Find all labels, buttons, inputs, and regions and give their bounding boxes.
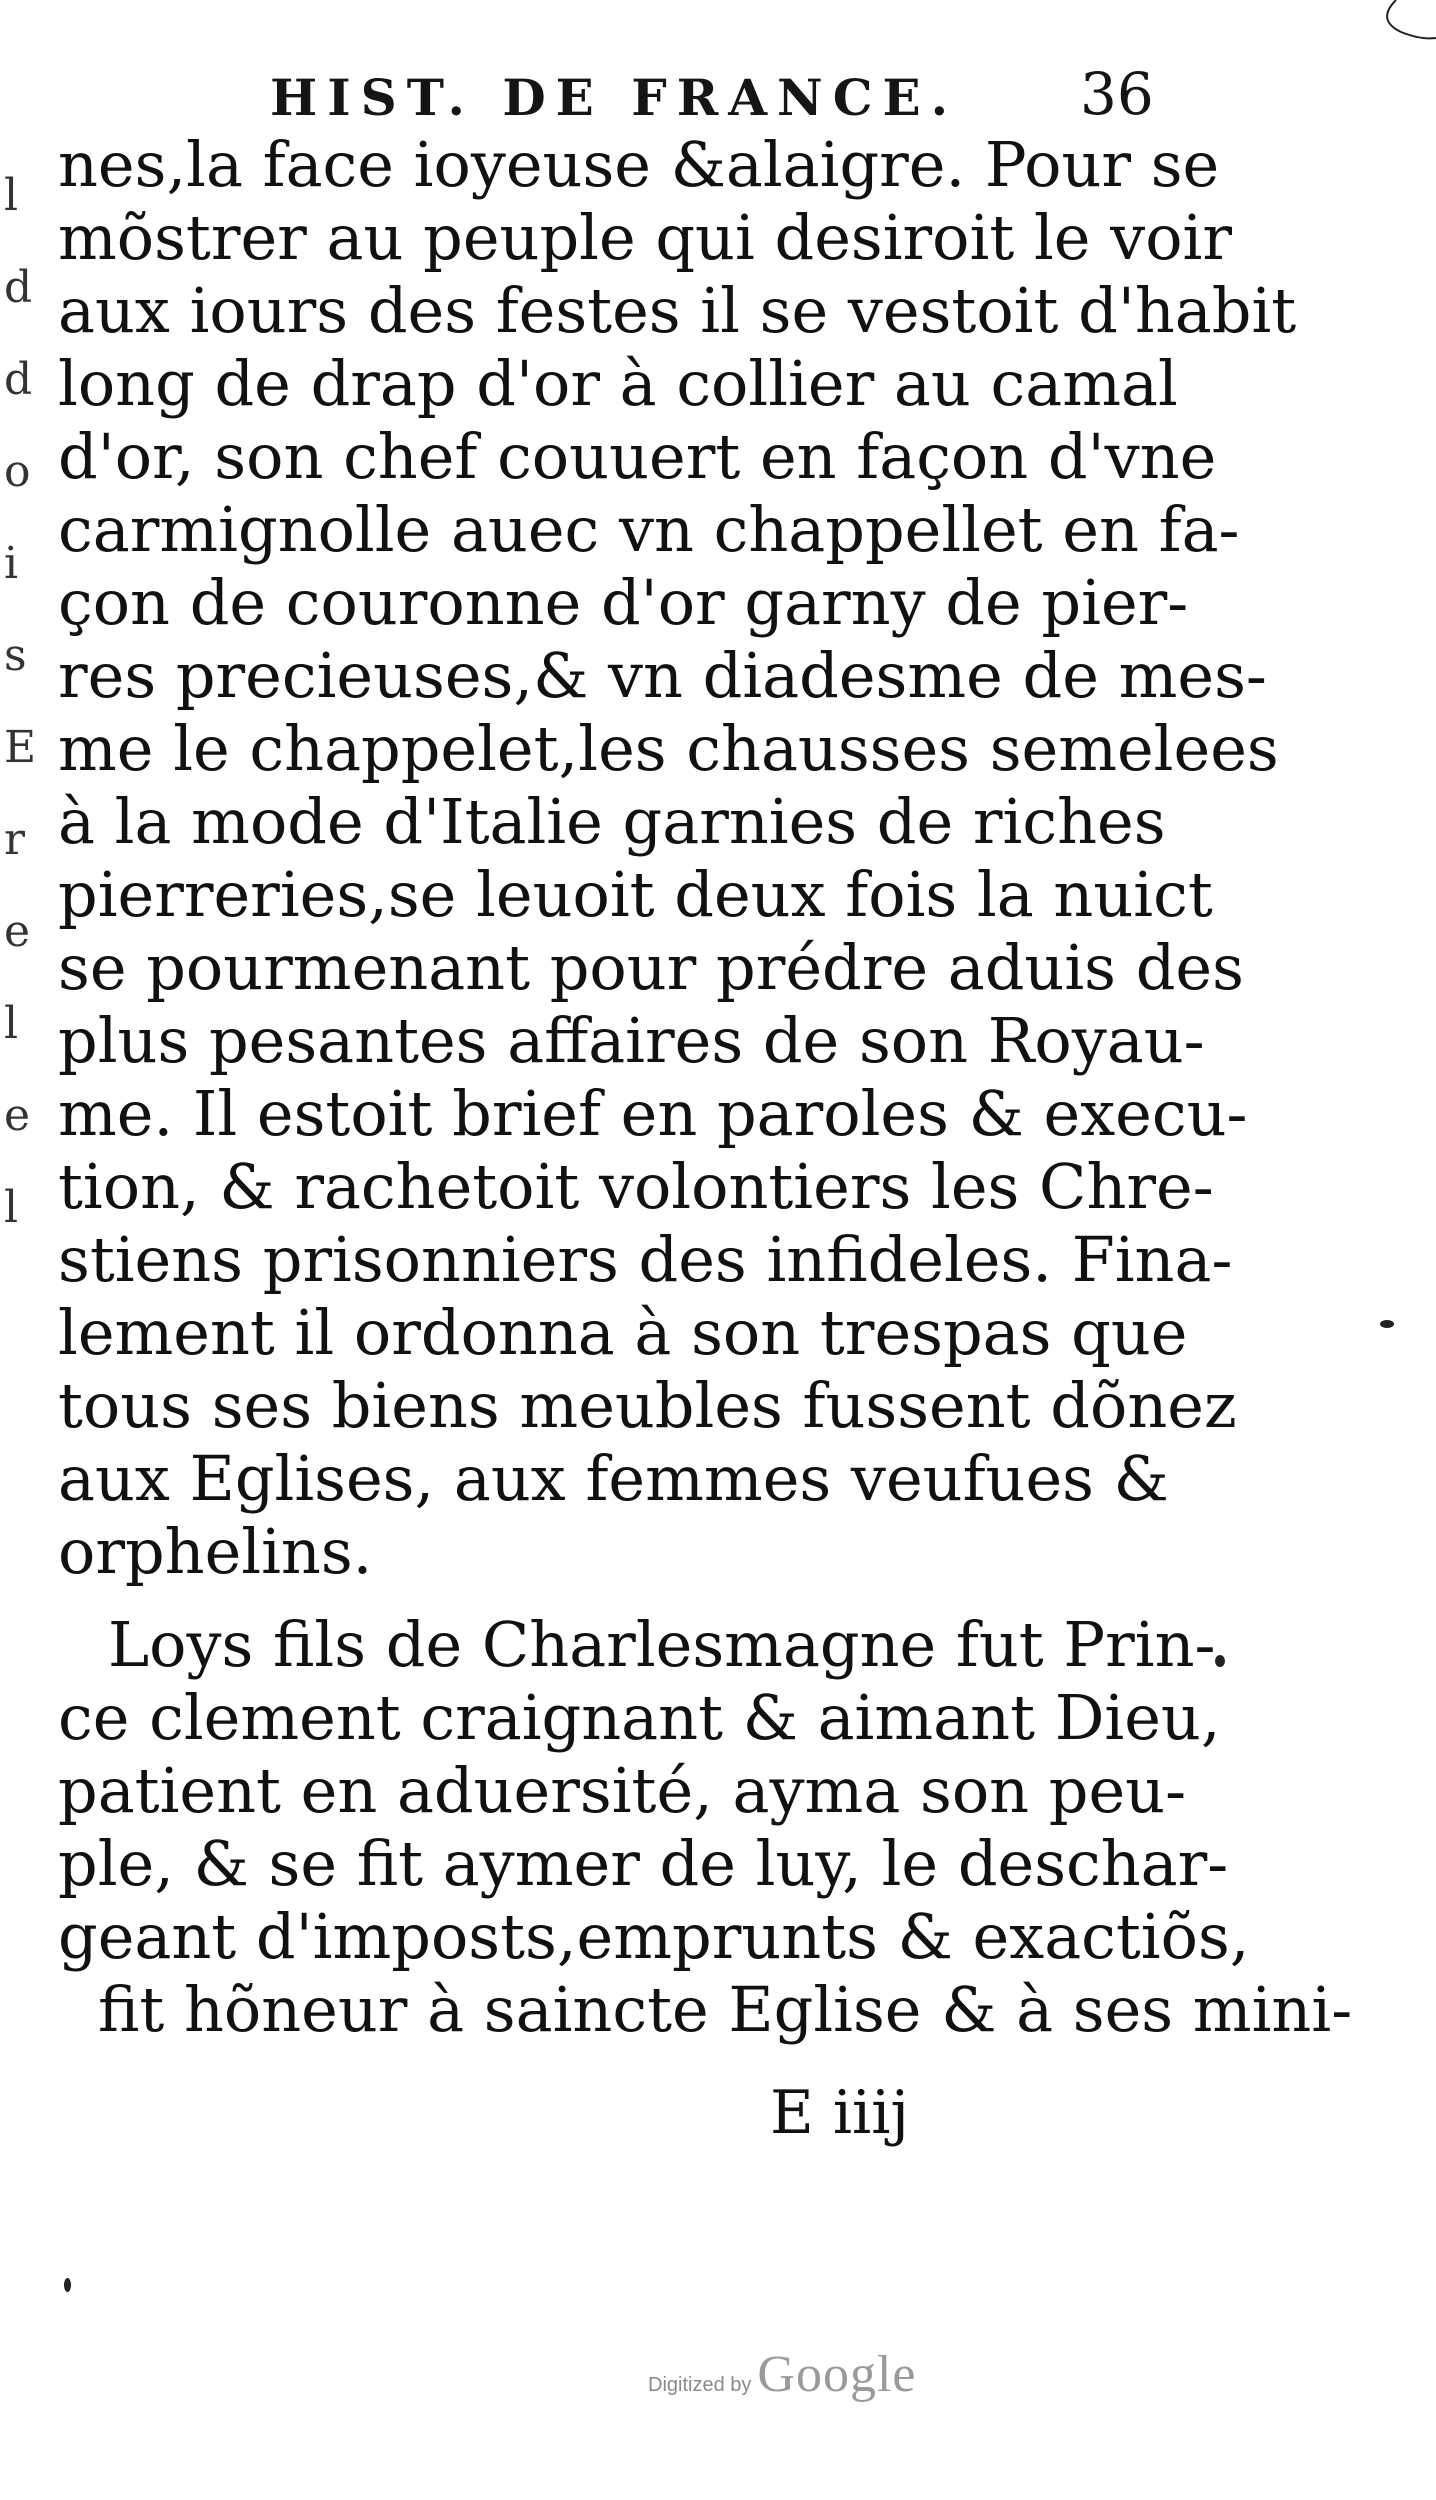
- text-line: pierreries,se leuoit deux fois la nuict: [58, 858, 1213, 931]
- text-line: orphelins.: [58, 1515, 373, 1588]
- text-line: à la mode d'Italie garnies de riches: [58, 785, 1166, 858]
- ink-speck: [64, 2278, 71, 2292]
- text-line: me le chappelet,les chausses semelees: [58, 712, 1279, 785]
- text-line: nes,la face ioyeuse &alaigre. Pour se: [58, 128, 1220, 201]
- text-line: geant d'imposts,emprunts & exactiõs,: [58, 1900, 1250, 1973]
- ink-speck: [1215, 1655, 1225, 1667]
- text-line: long de drap d'or à collier au camal: [58, 347, 1178, 420]
- text-line: d'or, son chef couuert en façon d'vne: [58, 420, 1217, 493]
- running-title: HIST. DE FRANCE.: [270, 68, 959, 127]
- margin-fragment: l: [4, 170, 19, 221]
- margin-fragment: l: [4, 998, 19, 1049]
- margin-fragment: d: [4, 262, 33, 313]
- margin-fragment: e: [4, 906, 31, 957]
- text-line: me. Il estoit brief en paroles & execu-: [58, 1077, 1248, 1150]
- text-line: aux Eglises, aux femmes veufues &: [58, 1442, 1169, 1515]
- page-number: 36: [1080, 60, 1154, 128]
- text-line: mõstrer au peuple qui desiroit le voir: [58, 201, 1233, 274]
- margin-fragment: d: [4, 354, 33, 405]
- text-line: res precieuses,& vn diadesme de mes-: [58, 639, 1267, 712]
- text-line: ple, & se fit aymer de luy, le deschar-: [58, 1827, 1229, 1900]
- margin-fragment: s: [4, 630, 27, 681]
- digitized-by-google-watermark: [648, 2345, 968, 2415]
- margin-fragment: l: [4, 1182, 19, 1233]
- text-line: ce clement craignant & aimant Dieu,: [58, 1681, 1221, 1754]
- google-logo: Google: [757, 2346, 917, 2403]
- margin-fragment: i: [4, 538, 19, 589]
- text-line: aux iours des festes il se vestoit d'habit: [58, 274, 1297, 347]
- margin-fragment: o: [4, 446, 31, 497]
- text-line: se pourmenant pour prédre aduis des: [58, 931, 1244, 1004]
- left-margin-bleed: [0, 170, 40, 1370]
- page-corner-curl: [1356, 0, 1436, 50]
- catchword-signature: E iiij: [770, 2078, 910, 2148]
- margin-fragment: e: [4, 1090, 31, 1141]
- margin-fragment: E: [4, 722, 37, 773]
- text-line: carmignolle auec vn chappellet en fa-: [58, 493, 1240, 566]
- text-line: tion, & rachetoit volontiers les Chre-: [58, 1150, 1214, 1223]
- text-line: tous ses biens meubles fussent dõnez: [58, 1369, 1237, 1442]
- text-line: lement il ordonna à son trespas que: [58, 1296, 1188, 1369]
- text-line: fit hõneur à saincte Eglise & à ses mini-: [98, 1973, 1353, 2046]
- text-line: plus pesantes affaires de son Royau-: [58, 1004, 1205, 1077]
- ink-speck: [1380, 1320, 1394, 1328]
- digitized-by-label: Digitized by: [648, 2374, 752, 2396]
- text-line: Loys fils de Charlesmagne fut Prin-: [108, 1608, 1216, 1681]
- margin-fragment: r: [4, 814, 26, 865]
- text-line: stiens prisonniers des infideles. Fina-: [58, 1223, 1233, 1296]
- text-line: patient en aduersité, ayma son peu-: [58, 1754, 1187, 1827]
- text-line: çon de couronne d'or garny de pier-: [58, 566, 1189, 639]
